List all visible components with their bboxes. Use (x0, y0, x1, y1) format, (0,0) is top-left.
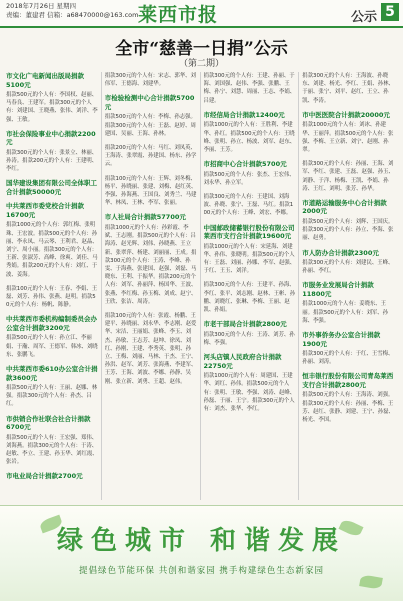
entry-title: 市经信局合计捐款12400元 (203, 110, 285, 119)
text-column (204, 72, 300, 500)
entry-text: 捐款500元的个人有：王海涛、刘强。捐款300元的个人有：孙丽、李梅、王芳、赵红、张静、刘建、王宁、孙磊、杨光、李国。 (302, 392, 394, 424)
entry-title: 中共莱西市委机构编制委员会办公室合计捐款3200元 (6, 315, 97, 332)
entry-title: 国华建设集团有限公司全体职工合计捐款50000元 (6, 179, 97, 196)
donation-entry (105, 94, 198, 138)
text-column (6, 72, 102, 500)
article-columns (6, 72, 397, 500)
entry-text: 捐款200元的个人有：马红、刘凤英、王海涛、张翠霞、孙建国、杨东、孙学云。 (104, 145, 197, 168)
entry-title: 市供销合作社联合社合计捐款6700元 (6, 414, 91, 432)
entry-text: 捐款300元的个人有：孙丽、王海、刘军、李红、张建、王磊、赵强、孙玉、刘静、于洋、杨梅、王凯、李娟、孙涛、王红、刘明、张芳、孙华。 (302, 161, 394, 192)
entry-title: 河头店镇人民政府合计捐款22750元 (203, 353, 282, 370)
entry-text: 捐款500元的个人有：刘辉、王国庆。捐款300元的个人有：孙立、李海、张丽、赵勇。 (302, 218, 394, 242)
entry-text: 捐款500元的个人有：李国权、赵丽、马春良、王建军。捐款300元的个人有：刘建国、王晓燕、张伟、刘洋、李强、王敏。 (6, 92, 98, 123)
donation-entry (6, 72, 99, 124)
entry-text: 捐款300元的个人有：王涛、刘芳、孙梅、李强。 (203, 331, 295, 346)
entry-title: 市人防办合计捐款2300元 (302, 248, 379, 257)
donation-entry (6, 130, 99, 174)
donation-entry (6, 365, 99, 409)
newspaper-masthead: 莱西市报 (138, 4, 219, 26)
donation-entry (302, 111, 395, 154)
entry-text: 捐款500元的个人有：李梅、孙志强。捐款300元的个人有：王磊、赵婷、周建国、吴丽、王海、孙林。 (104, 114, 196, 137)
entry-text: 捐款1000元的个人有：郭红梅、张明珠、王宏波。捐款500元的个人有：孙丽、李永凤、马云琴、王利君、赵晶、刘宁、周小丽。捐款300元的个人有：王新、张淑芳、高峰、徐爽、刘佳、马秀娟。捐款200元的个人有：刘红、于波、姜海。 (6, 222, 98, 278)
entry-text: 捐款300元的个人有：王海波、孙晓东、刘建、杨光、李红、王娟、孙林、于丽、张宁、刘平、赵红、王立、孙凯、李涛。 (302, 73, 394, 104)
entry-text: 捐款500元的个人有：王丽、赵娜、林强。捐款300元的个人有：孙杰、吕红。 (6, 385, 98, 408)
entry-title: 市检验检测中心合计捐款5700元 (104, 94, 195, 111)
header-editor: 责编：董建君 信箱：a68470000@163.com (6, 11, 139, 19)
donation-entry (302, 199, 395, 243)
entry-title: 市服务业发展局合计捐款11800元 (302, 281, 374, 298)
entry-title: 市电业局合计捐款2700元 (6, 472, 83, 481)
entry-title: 市外事侨务办公室合计捐款1900元 (302, 331, 381, 348)
entry-title: 恒丰银行股份有限公司青岛莱西支行合计捐款2800元 (302, 372, 394, 389)
entry-title: 市招商中心合计捐款5700元 (203, 160, 287, 169)
entry-text: 捐款1000元的个人有：周建国、王建华、刘红、孙伟。捐款500元的个人有：张明、王敏、李强、刘涛、赵峰、孙磊、于丽、王宁。捐款300元的个人有：刘杰、张华、李红。 (203, 373, 296, 412)
entry-text: 捐款500元的个人有：张杰、王宏伟、刘永华、孙立军。 (203, 171, 295, 186)
donation-entry (302, 160, 395, 193)
entry-text: 捐款500元的个人有：孙立江、李丽娟、于瀚、周军、王德军、韩冰、刘晓东、张鹏飞。 (6, 335, 98, 358)
donation-entry (6, 202, 99, 278)
entry-text: 捐款300元的个人有：于红、王雪梅、孙丽、刘涛。 (302, 351, 394, 366)
entry-title: 中国邮政储蓄银行股份有限公司莱西市支行合计捐款19600元 (203, 223, 295, 241)
entry-title: 市老干部局合计捐款2800元 (203, 320, 287, 329)
entry-title: 市社会保险事业中心捐款2200元 (6, 129, 96, 147)
entry-text: 捐款300元的个人有：刘建民、王峰、孙丽、李红。 (302, 260, 394, 275)
text-column (105, 72, 201, 500)
entry-text: 捐款300元的个人有：张景立、林丽、孙涛。捐款200元的个人有：王建明、李红。 (6, 149, 98, 173)
entry-text: 捐款1000元的个人有：孙彩霞、李斌、王志刚。捐款500元的个人有：吕海涛、赵光辉、刘伟、孙晓燕、王立新、张翠萍、杨建、刘丽丽、王成。捐款300元的个人有：王涛、李峰、孙雯、于海燕、张建国、赵强、刘磊、马晓东、王利、于振华。捐款200元的个人有：刘军、孙丽萍、杨国华、王波、张燕、李红梅、孙玉梅、刘成、赵宁、王欣、张洁、周涛。 (104, 224, 197, 305)
entry-text: 捐款1000元的个人有：刘冰、孙建华、王丽萍。捐款500元的个人有：张强、李梅、王立新、刘宁、赵刚、孙翠。 (302, 122, 394, 153)
entry-text: 捐款300元的个人有：王建、孙丽、于海、刘国强、赵伟、李强、张鹏、王梅、孙宁、刘慧、周丽、王志、李娟、吕建。 (203, 73, 296, 104)
leaf-decoration (359, 574, 383, 590)
entry-title: 市道路运输服务中心合计捐款2000元 (302, 198, 387, 216)
donation-entry (204, 353, 297, 413)
donation-entry (204, 111, 297, 154)
page-header (0, 0, 403, 28)
entry-title: 市文化广电新闻出版局捐款5100元 (6, 72, 84, 89)
footer-banner (0, 505, 403, 601)
entry-text: 捐款100元的个人有：张霞、杨鹏、王建平、孙晓丽、刘永华、李志刚、赵爱华、宋洁、王丽娟、张峰、李玉、刘杰、孙敏、王志芳、赵坤、徐凤、刘红、孙刚、王建、李秀英、张明、孙立、王梅、刘丽、马林、于杰、王宁、孙洪、赵军、刘芳、张海燕、李建军、王芳、王海、刘波、李娜、孙静、吴刚、张立新、刘勇、王超、赵伟。 (104, 312, 197, 385)
entry-text: 捐款1000元的个人有：姜晓东、王丽。捐款500元的个人有：刘军、孙海、李强。 (302, 301, 389, 324)
donation-entry (302, 331, 395, 366)
footer-slogan: 绿色城市 和谐发展 (56, 526, 347, 556)
donation-entry (204, 72, 297, 105)
donation-entry (204, 320, 297, 347)
header-meta (6, 2, 139, 20)
footer-subtitle: 提倡绿色节能环保 共创和谐家园 携手构建绿色生态新家园 (79, 566, 324, 576)
entry-text: 捐款100元的个人有：王辉、刘冬梅、杨平、孙晓丽、张建、刘梅、赵红英、李强、孙海燕、王国良、刘秀兰、马建华、林凤、王林、李军、张丽。 (104, 175, 197, 207)
donation-entry (105, 175, 198, 208)
article-subtitle: （第二期） (178, 59, 224, 69)
entry-text: 捐款1000元的个人有：宋延海、刘建华、孙伟、张晓明。捐款500元的个人有：王磊、刘丽、孙娜、李军、赵强、于红、王玉、刘洋。 (203, 243, 296, 275)
donation-entry (204, 281, 297, 314)
entry-text: 捐款300元的个人有：宋志、郭华、刘伟军、王德海、刘建华。 (104, 73, 196, 88)
text-column (302, 72, 397, 500)
donation-entry (105, 312, 198, 386)
donation-entry (6, 285, 99, 310)
header-date: 2018年7月26日 星期四 (6, 2, 77, 10)
donation-entry (105, 72, 198, 88)
donation-entry (6, 415, 99, 467)
donation-entry (204, 160, 297, 187)
entry-text: 捐款300元的个人有：王建平、孙海、李红、张平、刘志刚、赵林、王彬、孙鹏、刘晓红、张琳、李梅、王丽、赵凯、孙娟。 (203, 282, 296, 314)
article-title: 全市“慈善一日捐”公示 (115, 39, 288, 59)
entry-text: 捐款500元的个人有：王宏强、郑伟、刘海燕。捐款300元的个人有：于涛、赵敏、李立、王建、孙玉华、刘红霞、张岩。 (6, 434, 98, 466)
page-number: 5 (381, 3, 399, 21)
entry-title: 中共莱西市委610办公室合计捐款3600元 (6, 365, 98, 382)
entry-text: 捐款1000元的个人有：王胜利、李建华、孙红。捐款500元的个人有：王晓峰、张明、孙立、杨波、刘军、赵东、李丽、王芳。 (203, 122, 296, 153)
entry-text: 捐款100元的个人有：王春、李娟、王磊、刘芳、孙伟、张燕、赵明。捐款50元的个人有：杨帆、陈静。 (6, 285, 98, 309)
donation-entry (302, 281, 395, 325)
donation-entry (302, 372, 395, 424)
entry-title: 中共莱西市委党校合计捐款16700元 (6, 202, 84, 219)
donation-entry (204, 193, 297, 218)
donation-entry (302, 249, 395, 276)
donation-entry (6, 315, 99, 359)
donation-entry (302, 72, 395, 105)
donation-entry (204, 224, 297, 276)
donation-entry (105, 144, 198, 169)
donation-entry (6, 179, 99, 196)
entry-title: 市人社局合计捐款57700元 (104, 213, 186, 222)
entry-text: 捐款300元的个人有：王建国、刘海波、孙晓、张宁、王磊、马红。捐款100元的个人有：王峰、刘宏、李娜。 (203, 194, 294, 217)
donation-entry (6, 472, 99, 481)
section-label: 公示 (350, 10, 377, 25)
donation-entry (105, 213, 198, 306)
entry-title: 市中医医院合计捐款20000元 (302, 110, 390, 119)
